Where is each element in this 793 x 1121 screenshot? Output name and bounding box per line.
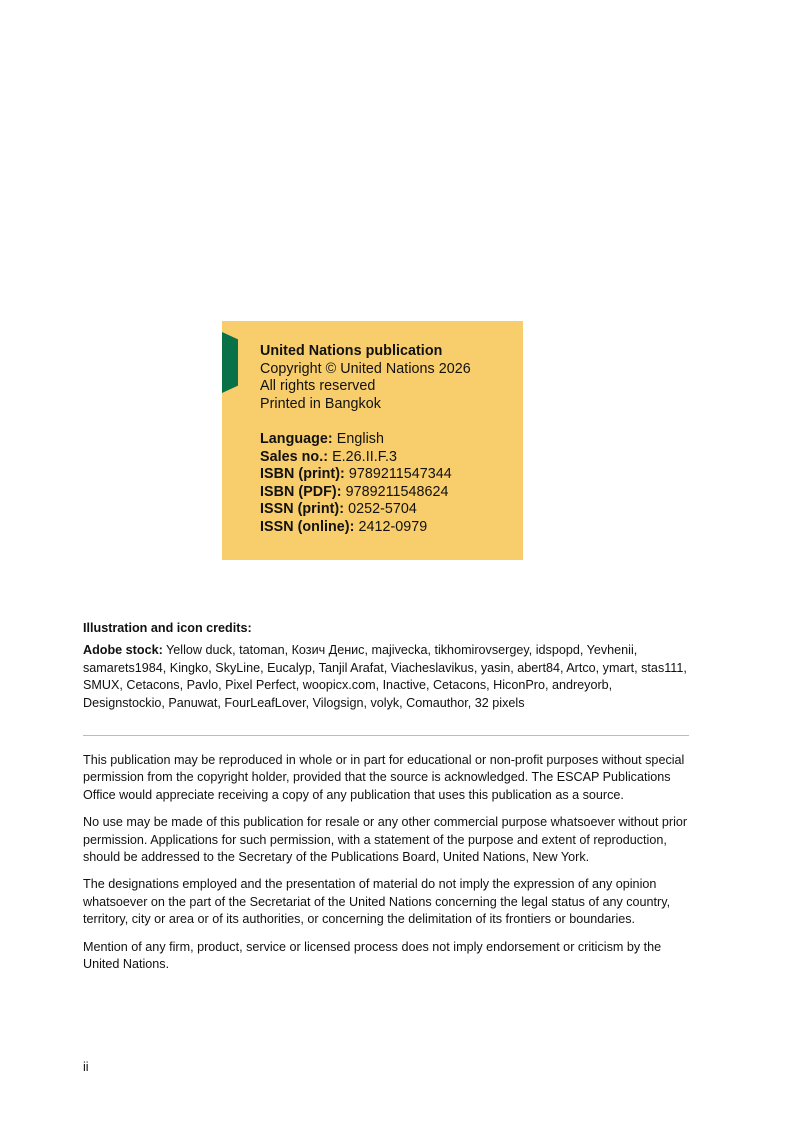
credits-text: Yellow duck, tatoman, Козич Денис, majivecka, tikhomirovsergey, idspopd, Yevhenii, samarets1984, Kingko, SkyLine, Eucalyp, Tanjil Arafat, Viacheslavikus, yasin, abert84, Artco, ymart, stas111, SMUX, Cetacons, Pavlo, Pixel Perfect, woopicx.com, Inactive, Cetacons, HiconPro, andreyorb, Designstockio, Panuwat, FourLeafLover, Vilogsign, volyk, Comauthor, 32 pixels: [83, 643, 687, 710]
section-divider: [83, 735, 689, 736]
credits-title: Illustration and icon credits:: [83, 621, 252, 635]
green-tab-decoration: [222, 332, 238, 393]
field-value: English: [332, 430, 384, 447]
field-value: 9789211547344: [344, 466, 452, 483]
publication-info-box: [222, 321, 523, 560]
printed-line: Printed in Bangkok: [260, 395, 381, 412]
field-value: 2412-0979: [354, 518, 428, 535]
copyright-line: Copyright © United Nations 2026: [260, 360, 471, 377]
publication-title: United Nations publication: [260, 343, 443, 359]
field-label: ISBN (print):: [260, 466, 345, 483]
page-number: ii: [83, 1060, 89, 1074]
field-label: ISSN (online):: [260, 518, 355, 535]
field-issn-print: [260, 501, 471, 519]
rights-line: All rights reserved: [260, 378, 376, 395]
publication-info-text: [260, 343, 471, 537]
field-issn-online: [260, 519, 471, 537]
field-language: [260, 431, 471, 449]
field-isbn-pdf: [260, 484, 471, 502]
legal-paragraph: This publication may be reproduced in whole or in part for educational or non-profit purposes without special permission from the copyright holder, provided that the source is acknowledged. The ESCAP Publications Office would appreciate receiving a copy of any publication that uses this publication as a source.: [83, 753, 685, 802]
legal-notice: [83, 752, 693, 983]
credits-body: [83, 642, 693, 712]
field-value: 0252-5704: [344, 501, 417, 518]
field-isbn-print: [260, 466, 471, 484]
field-label: Language:: [260, 430, 333, 447]
legal-paragraph: The designations employed and the presentation of material do not imply the expression of any opinion whatsoever on the part of the Secretariat of the United Nations concerning the legal status of any country, territory, city or area or of its authorities, or concerning the delimitation of its frontiers or boundaries.: [83, 877, 671, 927]
field-value: E.26.II.F.3: [328, 448, 397, 465]
legal-paragraph: Mention of any firm, product, service or licensed process does not imply endorsement or criticism by the United Nations.: [83, 939, 662, 972]
credits-section: [83, 620, 693, 712]
field-value: 9789211548624: [341, 483, 449, 500]
field-sales-no: [260, 449, 471, 467]
legal-paragraph: No use may be made of this publication for resale or any other commercial purpose whatsoever without prior permission. Applications for such permission, with a statement of the purpose and extent of reproduction, should be addressed to the Secretary of the Publications Board, United Nations, New York.: [83, 815, 688, 865]
field-label: ISSN (print):: [260, 501, 345, 518]
field-label: Sales no.:: [260, 448, 329, 465]
field-label: ISBN (PDF):: [260, 483, 342, 500]
credits-label: Adobe stock:: [83, 643, 163, 657]
